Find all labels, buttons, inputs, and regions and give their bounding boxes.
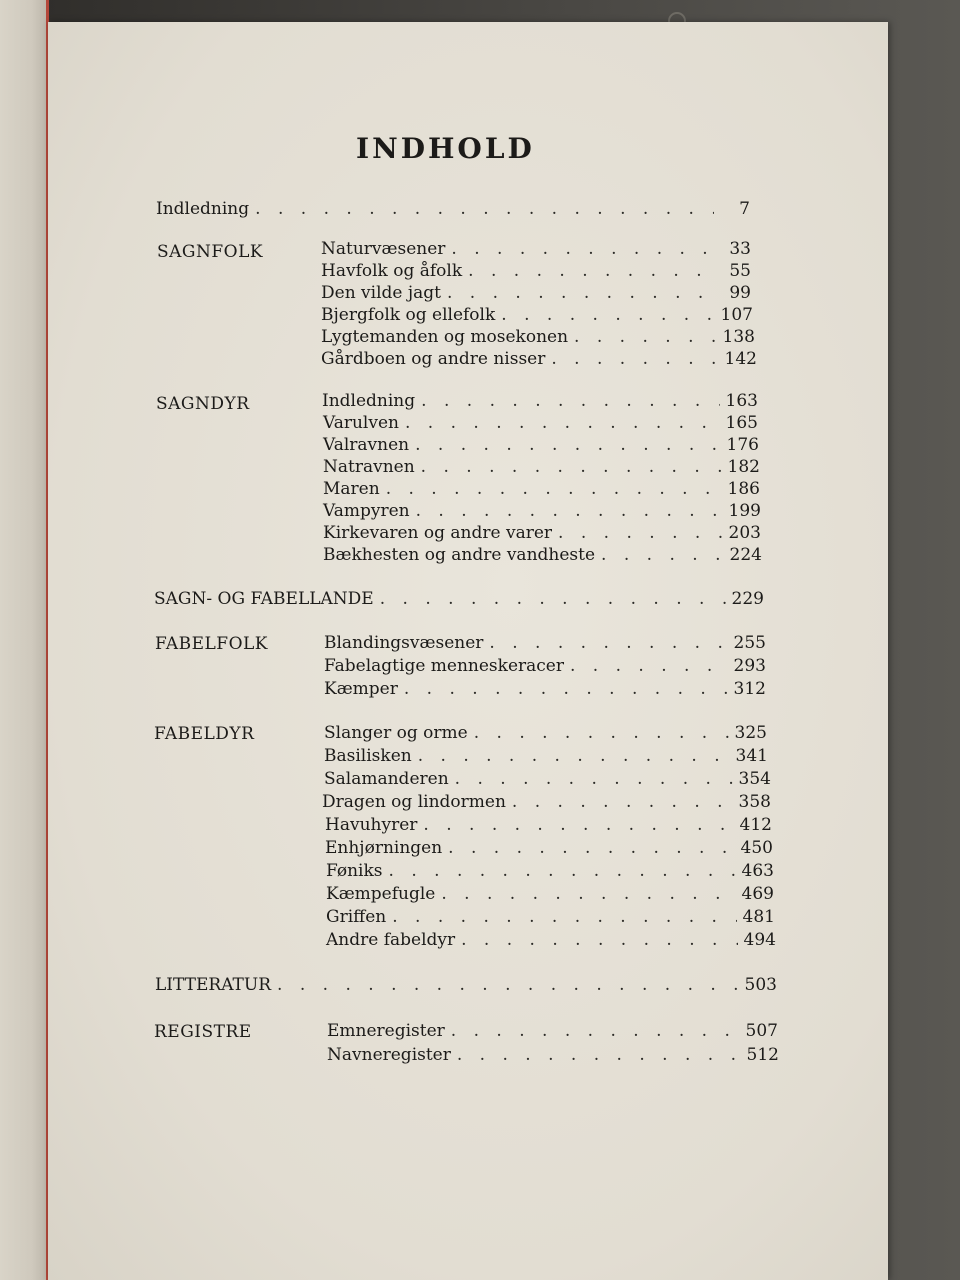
- toc-entry-page: 412: [739, 815, 772, 835]
- leader-dots: [441, 883, 735, 905]
- toc-entry-label: Kæmpefugle: [326, 884, 436, 904]
- toc-entry-label: Kæmper: [324, 679, 398, 699]
- toc-entry-label: Lygtemanden og mosekonen: [321, 327, 569, 347]
- section-label-fabelfolk: FABELFOLK: [155, 634, 269, 654]
- leader-dots: [404, 678, 728, 700]
- toc-entry: [321, 238, 751, 260]
- toc-entry: [323, 544, 762, 566]
- leader-dots: [551, 348, 718, 370]
- leader-dots: [255, 198, 714, 220]
- toc-entry-label: Indledning: [156, 199, 250, 219]
- toc-entry: [322, 390, 758, 412]
- leader-dots: [489, 632, 727, 654]
- leader-dots: [416, 500, 723, 522]
- leader-dots: [461, 929, 737, 951]
- section-label-litteratur: LITTERATUR: [155, 975, 272, 995]
- leader-dots: [448, 837, 734, 859]
- toc-entry-intro: [156, 198, 750, 220]
- toc-entry-page: 203: [728, 523, 761, 543]
- toc-entry: [327, 1020, 778, 1042]
- toc-entry-label: Bjergfolk og ellefolk: [321, 305, 496, 325]
- leader-dots: [421, 456, 722, 478]
- leader-dots: [601, 544, 724, 566]
- toc-entry: [324, 768, 771, 790]
- toc-entry-label: Maren: [323, 479, 380, 499]
- toc-entry-page: 354: [738, 769, 771, 789]
- section-label-sagn-og-fabellande: SAGN- OG FABELLANDE: [154, 589, 374, 609]
- leader-dots: [468, 260, 715, 282]
- leader-dots: [474, 722, 729, 744]
- toc-entry-label: Emneregister: [327, 1021, 445, 1041]
- leader-dots: [421, 390, 719, 412]
- toc-entry-label: Andre fabeldyr: [326, 930, 456, 950]
- toc-entry-page: 512: [746, 1045, 779, 1065]
- toc-entry-page: 503: [744, 975, 777, 995]
- toc-entry-page: 469: [741, 884, 774, 904]
- leader-dots: [277, 974, 739, 996]
- previous-page-edge: [0, 0, 49, 1280]
- toc-entry-page: 358: [738, 792, 771, 812]
- toc-entry: [321, 326, 755, 348]
- toc-entry-page: 33: [729, 239, 751, 259]
- toc-entry: [327, 1044, 779, 1066]
- toc-entry: [323, 412, 758, 434]
- toc-entry-label: Valravnen: [323, 435, 410, 455]
- toc-entry-page: 182: [727, 457, 760, 477]
- section-label-sagndyr: SAGNDYR: [156, 394, 250, 414]
- leader-dots: [501, 304, 714, 326]
- leader-dots: [574, 326, 717, 348]
- toc-entry-label: Vampyren: [323, 501, 410, 521]
- toc-entry-page: 138: [722, 327, 755, 347]
- toc-entry: [323, 434, 759, 456]
- toc-entry: [325, 837, 773, 859]
- toc-entry-label: Slanger og orme: [324, 723, 468, 743]
- leader-dots: [386, 478, 722, 500]
- toc-entry-page: 165: [725, 413, 758, 433]
- toc-entry: [323, 456, 760, 478]
- toc-entry: [324, 678, 766, 700]
- toc-entry-label: Natravnen: [323, 457, 415, 477]
- toc-entry-page: 293: [733, 656, 766, 676]
- toc-entry-label: Bækhesten og andre vandheste: [323, 545, 596, 565]
- toc-entry-label: Fabelagtige menneskeracer: [324, 656, 564, 676]
- toc-entry-label: Griffen: [326, 907, 387, 927]
- toc-entry-page: 55: [729, 261, 751, 281]
- toc-entry-page: 224: [729, 545, 762, 565]
- section-label-sagnfolk: SAGNFOLK: [157, 242, 264, 262]
- toc-entry-label: Basilisken: [324, 746, 412, 766]
- toc-entry: [326, 929, 776, 951]
- toc-entry: [322, 791, 771, 813]
- toc-entry: [326, 906, 775, 928]
- toc-entry: [323, 500, 761, 522]
- toc-entry-label: Føniks: [326, 861, 383, 881]
- toc-entry: [324, 722, 767, 744]
- book-page: [48, 22, 888, 1280]
- toc-entry-label: Varulven: [323, 413, 399, 433]
- toc-entry-page: 255: [733, 633, 766, 653]
- toc-entry-label: Gårdboen og andre nisser: [321, 349, 546, 369]
- toc-entry-page: 229: [731, 589, 764, 609]
- leader-dots: [451, 238, 715, 260]
- toc-entry-page: 494: [743, 930, 776, 950]
- toc-entry-page: 507: [745, 1021, 778, 1041]
- leader-dots: [405, 412, 720, 434]
- leader-dots: [457, 1044, 741, 1066]
- toc-entry: [324, 632, 766, 654]
- page-title: INDHOLD: [356, 132, 535, 165]
- toc-entry-page: 7: [739, 199, 750, 219]
- toc-entry: [326, 883, 774, 905]
- section-label-registre: REGISTRE: [154, 1022, 252, 1042]
- toc-entry-page: 107: [720, 305, 753, 325]
- leader-dots: [389, 860, 736, 882]
- toc-entry: [321, 304, 753, 326]
- toc-entry-label: Dragen og lindormen: [322, 792, 506, 812]
- toc-entry-label: Naturvæsener: [321, 239, 446, 259]
- toc-entry: [321, 260, 751, 282]
- leader-dots: [415, 434, 720, 456]
- toc-entry-page: 186: [727, 479, 760, 499]
- leader-dots: [380, 588, 726, 610]
- toc-entry: [325, 814, 772, 836]
- toc-entry: [324, 655, 766, 677]
- leader-dots: [392, 906, 736, 928]
- toc-entry-page: 325: [734, 723, 767, 743]
- toc-entry-page: 463: [741, 861, 774, 881]
- toc-entry-page: 99: [729, 283, 751, 303]
- toc-entry-label: Havuhyrer: [325, 815, 418, 835]
- toc-entry: [321, 282, 751, 304]
- toc-entry: [326, 860, 774, 882]
- toc-entry-page: 450: [740, 838, 773, 858]
- toc-entry-page: 142: [724, 349, 757, 369]
- toc-entry: [324, 745, 768, 767]
- toc-entry: [321, 348, 757, 370]
- leader-dots: [447, 282, 715, 304]
- toc-entry-label: Blandingsvæsener: [324, 633, 484, 653]
- toc-entry-page: 481: [742, 907, 775, 927]
- section-label-fabeldyr: FABELDYR: [154, 724, 255, 744]
- toc-entry-label: Salamanderen: [324, 769, 449, 789]
- toc-entry-label: Havfolk og åfolk: [321, 261, 463, 281]
- leader-dots: [423, 814, 733, 836]
- leader-dots: [418, 745, 730, 767]
- toc-entry-label: Navneregister: [327, 1045, 451, 1065]
- toc-entry-label: Den vilde jagt: [321, 283, 441, 303]
- leader-dots: [570, 655, 728, 677]
- toc-entry-page: 176: [726, 435, 759, 455]
- leader-dots: [451, 1020, 740, 1042]
- toc-entry-page: 341: [735, 746, 768, 766]
- toc-entry-litteratur: [155, 974, 777, 996]
- toc-entry: [323, 478, 760, 500]
- leader-dots: [455, 768, 733, 790]
- toc-entry-label: Kirkevaren og andre varer: [323, 523, 553, 543]
- toc-entry-label: Indledning: [322, 391, 416, 411]
- toc-entry-page: 312: [733, 679, 766, 699]
- toc-entry-page: 163: [725, 391, 758, 411]
- toc-entry-label: Enhjørningen: [325, 838, 443, 858]
- toc-entry-sagn-og-fabellande: [154, 588, 764, 610]
- toc-entry-page: 199: [728, 501, 761, 521]
- leader-dots: [512, 791, 733, 813]
- toc-entry: [323, 522, 761, 544]
- leader-dots: [558, 522, 723, 544]
